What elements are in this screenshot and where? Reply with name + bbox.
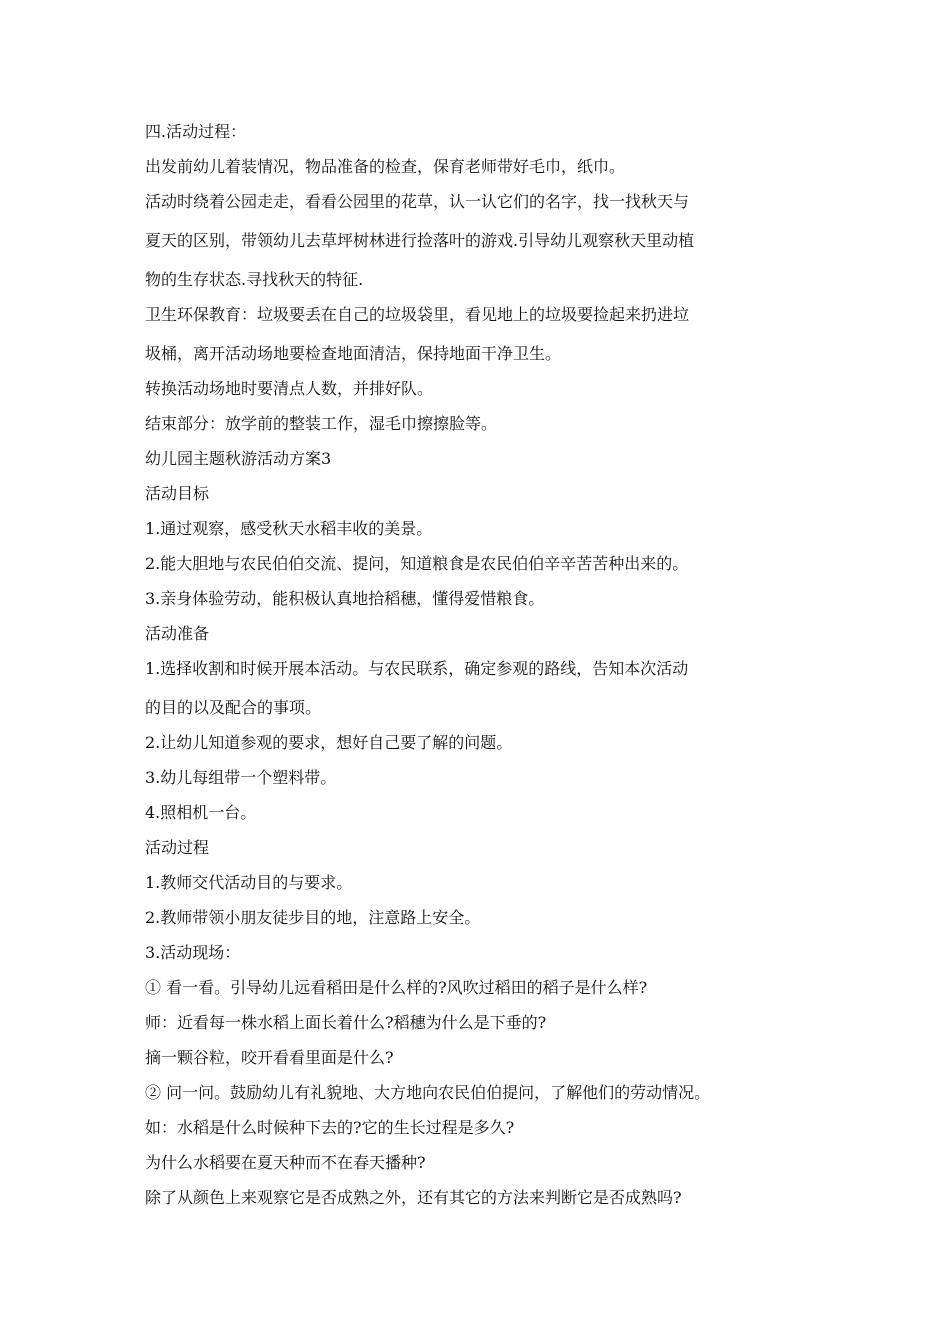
paragraph-line: ① 看一看。引导幼儿远看稻田是什么样的?风吹过稻田的稻子是什么样? [145, 978, 648, 997]
section-heading: 四.活动过程： [145, 122, 247, 141]
section-heading: 活动准备 [145, 624, 210, 643]
paragraph-line: 出发前幼儿着装情况，物品准备的检查，保育老师带好毛巾，纸巾。 [145, 157, 626, 176]
paragraph-line: 为什么水稻要在夏天种而不在春天播种? [145, 1153, 426, 1172]
list-item: 2.让幼儿知道参观的要求，想好自己要了解的问题。 [145, 733, 513, 752]
section-heading: 活动目标 [145, 484, 210, 503]
paragraph-line: 的目的以及配合的事项。 [145, 698, 322, 717]
section-heading: 幼儿园主题秋游活动方案3 [145, 449, 332, 468]
paragraph-line: 如：水稻是什么时候种下去的?它的生长过程是多久? [145, 1118, 515, 1137]
paragraph-line: 活动时绕着公园走走，看看公园里的花草，认一认它们的名字，找一找秋天与 [145, 192, 690, 211]
paragraph-line: ② 问一问。鼓励幼儿有礼貌地、大方地向农民伯伯提问，了解他们的劳动情况。 [145, 1083, 711, 1102]
paragraph-line: 摘一颗谷粒，咬开看看里面是什么? [145, 1048, 394, 1067]
list-item: 3.活动现场： [145, 943, 241, 962]
paragraph-line: 师：近看每一株水稻上面长着什么?稻穗为什么是下垂的? [145, 1013, 547, 1032]
paragraph-line: 夏天的区别，带领幼儿去草坪树林进行捡落叶的游戏.引导幼儿观察秋天里动植 [145, 231, 695, 250]
list-item: 2.教师带领小朋友徒步目的地，注意路上安全。 [145, 908, 481, 927]
section-heading: 活动过程 [145, 838, 210, 857]
list-item: 3.亲身体验劳动，能积极认真地拾稻穗，懂得爱惜粮食。 [145, 589, 545, 608]
paragraph-line: 圾桶，离开活动场地要检查地面清洁，保持地面干净卫生。 [145, 344, 562, 363]
list-item: 1.选择收割和时候开展本活动。与农民联系，确定参观的路线，告知本次活动 [145, 659, 689, 678]
paragraph-line: 卫生环保教育：垃圾要丢在自己的垃圾袋里，看见地上的垃圾要捡起来扔进垃 [145, 305, 690, 324]
list-item: 1.教师交代活动目的与要求。 [145, 873, 353, 892]
paragraph-line: 结束部分：放学前的整装工作，湿毛巾擦擦脸等。 [145, 414, 498, 433]
list-item: 4.照相机一台。 [145, 803, 257, 822]
paragraph-line: 物的生存状态.寻找秋天的特征. [145, 270, 364, 289]
paragraph-line: 转换活动场地时要清点人数，并排好队。 [145, 379, 434, 398]
document-body [145, 122, 825, 1208]
list-item: 2.能大胆地与农民伯伯交流、提问，知道粮食是农民伯伯辛辛苦苦种出来的。 [145, 554, 689, 573]
list-item: 1.通过观察，感受秋天水稻丰收的美景。 [145, 519, 433, 538]
paragraph-line: 除了从颜色上来观察它是否成熟之外，还有其它的方法来判断它是否成熟吗? [145, 1188, 682, 1207]
list-item: 3.幼儿每组带一个塑料带。 [145, 768, 337, 787]
